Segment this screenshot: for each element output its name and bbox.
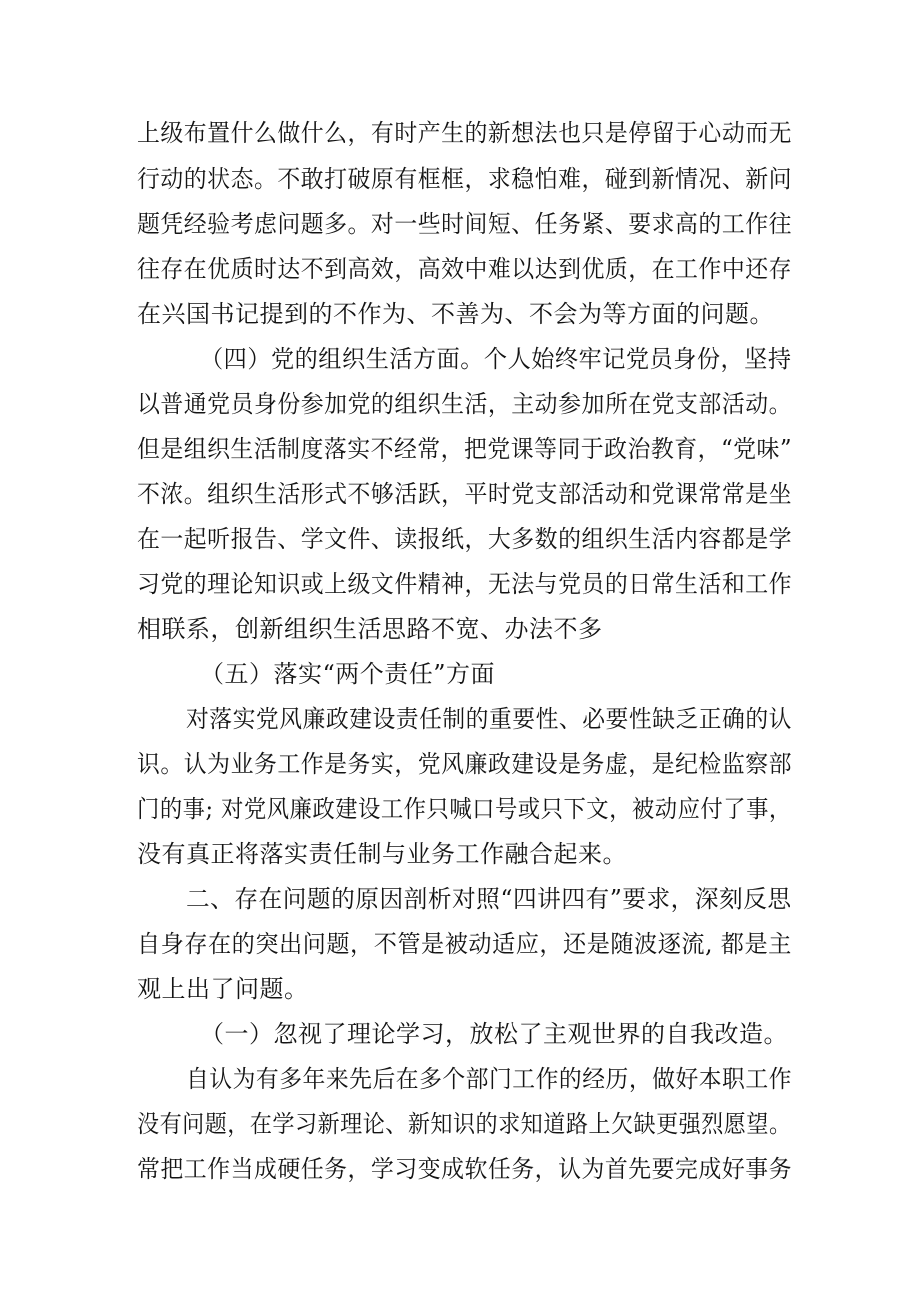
section-heading: 二、存在问题的原因剖析对照“四讲四有”要求，深刻反思 xyxy=(186,885,792,913)
text-line: 对落实党风廉政建设责任制的重要性、必要性缺乏正确的认 xyxy=(186,705,792,733)
text-line: 自身存在的突出问题，不管是被动适应，还是随波逐流, 都是主 xyxy=(137,930,792,958)
text-line: 常把工作当成硬任务，学习变成软任务，认为首先要完成好事务 xyxy=(137,1155,792,1183)
text-line: 但是组织生活制度落实不经常，把党课等同于政治教育，“党味” xyxy=(137,435,793,463)
text-line: 在兴国书记提到的不作为、不善为、不会为等方面的问题。 xyxy=(137,300,774,328)
section-heading: （五）落实“两个责任”方面 xyxy=(200,660,496,688)
text-line: 题凭经验考虑问题多。对一些时间短、任务紧、要求高的工作往 xyxy=(137,210,792,238)
text-line: 自认为有多年来先后在多个部门工作的经历，做好本职工作 xyxy=(186,1065,792,1093)
text-line: 往存在优质时达不到高效，高效中难以达到优质，在工作中还存 xyxy=(137,255,792,283)
text-line: 识。认为业务工作是务实，党风廉政建设是务虚，是纪检监察部 xyxy=(137,750,792,778)
section-heading: （四）党的组织生活方面。个人始终牢记党员身份，坚持 xyxy=(200,345,792,373)
text-line: 行动的状态。不敢打破原有框框，求稳怕难，碰到新情况、新问 xyxy=(137,165,792,193)
text-line: 以普通党员身份参加党的组织生活，主动参加所在党支部活动。 xyxy=(137,390,792,418)
text-line: 在一起听报告、学文件、读报纸，大多数的组织生活内容都是学 xyxy=(137,525,792,553)
text-line: 不浓。组织生活形式不够活跃，平时党支部活动和党课常常是坐 xyxy=(137,480,792,508)
text-line: 没有问题，在学习新理论、新知识的求知道路上欠缺更强烈愿望。 xyxy=(137,1110,792,1138)
section-heading: （一）忽视了理论学习，放松了主观世界的自我改造。 xyxy=(200,1020,788,1048)
text-line: 观上出了问题。 xyxy=(137,975,309,1003)
text-line: 习党的理论知识或上级文件精神，无法与党员的日常生活和工作 xyxy=(137,570,792,598)
text-line: 上级布置什么做什么，有时产生的新想法也只是停留于心动而无 xyxy=(137,119,792,147)
text-line: 门的事; 对党风廉政建设工作只喊口号或只下文，被动应付了事， xyxy=(137,795,792,823)
text-line: 相联系，创新组织生活思路不宽、办法不多 xyxy=(137,615,603,643)
text-line: 没有真正将落实责任制与业务工作融合起来。 xyxy=(137,840,627,868)
